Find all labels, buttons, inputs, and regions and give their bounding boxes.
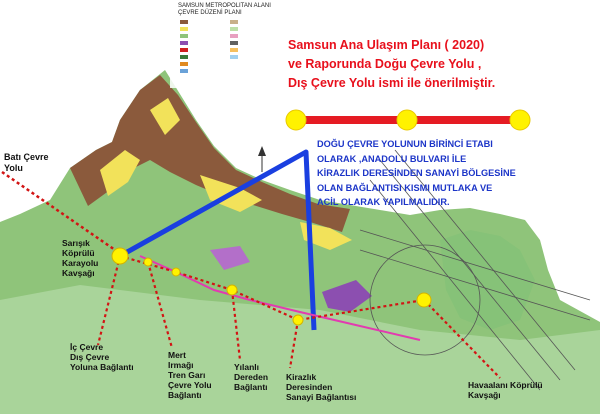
- note-line-4: OLAN BAĞLANTISI KISMI MUTLAKA VE: [317, 182, 493, 193]
- ring-road-note: [317, 137, 587, 210]
- label-yilanli-dereden-baglanti: Yılanlı Dereden Bağlantı: [234, 362, 269, 392]
- note-line-5: ACİL OLARAK YAPILMALIDIR.: [317, 197, 450, 208]
- headline-line-2: ve Raporunda Doğu Çevre Yolu ,: [288, 57, 482, 71]
- legend-title-line2: ÇEVRE DÜZENİ PLANI: [178, 10, 242, 16]
- headline-line-3: Dış Çevre Yolu ismi ile önerilmiştir.: [288, 76, 496, 90]
- note-line-2: OLARAK ,ANADOLU BULVARI İLE: [317, 153, 467, 164]
- note-line-3: KİRAZLIK DERESİNDEN SANAYİ BÖLGESİNE: [317, 168, 516, 179]
- label-mert-irmagi-baglanti: Mert Irmağı Tren Garı Çevre Yolu Bağlantı: [168, 350, 212, 400]
- label-bati-cevre-yolu: Batı Çevre Yolu: [4, 152, 49, 173]
- legend-title-line1: SAMSUN METROPOLITAN ALANI: [178, 3, 271, 9]
- label-ic-cevre-baglanti: İç Çevre Dış Çevre Yoluna Bağlantı: [70, 342, 134, 372]
- headline-line-1: Samsun Ana Ulaşım Planı ( 2020): [288, 38, 485, 52]
- legend-title: [178, 3, 271, 17]
- label-havaalani-kavsagi: Havaalanı Köprülü Kavşağı: [468, 380, 543, 400]
- note-line-1: DOĞU ÇEVRE YOLUNUN BİRİNCİ ETABI: [317, 139, 493, 149]
- label-sarisik-kavsagi: Sarışık Köprülü Karayolu Kavşağı: [62, 238, 99, 278]
- headline: [288, 36, 588, 93]
- label-kirazlik-sanayi-baglanti: Kirazlık Deresinden Sanayi Bağlantısı: [286, 372, 357, 402]
